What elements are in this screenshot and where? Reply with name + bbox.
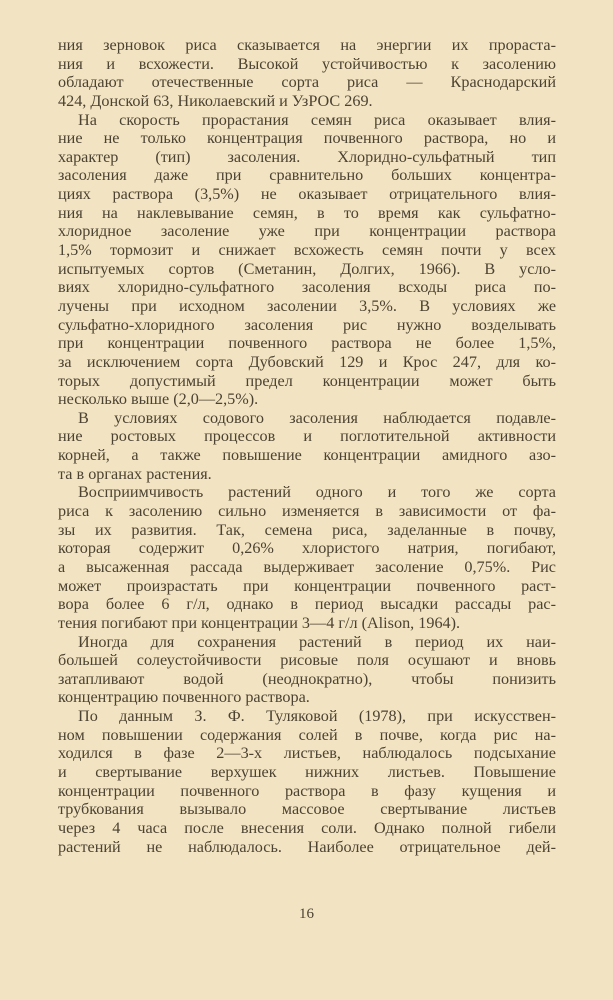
text-line: ния зерновок риса сказывается на энергии их прораста-	[58, 36, 556, 54]
text-line: ходился в фазе 2—3-х листьев, наблюдалось подсыхание	[58, 744, 556, 763]
text-line: циях раствора (3,5%) не оказывает отрицательного влия-	[58, 185, 556, 204]
text-line: хлоридное засоление уже при концентрации раствора	[58, 222, 556, 241]
text-line: 424, Донской 63, Николаевский и УзРОС 269.	[58, 91, 373, 110]
text-line: Восприимчивость растений одного и того же сорта	[78, 483, 556, 502]
text-line: 1,5% тормозит и снижает всхожесть семян почти у всех	[58, 241, 556, 260]
text-line: торых допустимый предел концентрации может быть	[58, 371, 556, 390]
text-line: зы их развития. Так, семена риса, заделанные в почву,	[58, 520, 556, 539]
page-number: 16	[299, 906, 314, 922]
text-line: виях хлоридно-сульфатного засоления всходы риса по-	[58, 278, 556, 297]
text-line: а высаженная рассада выдерживает засоление 0,75%. Рис	[58, 557, 556, 576]
text-line: трубкования вызывало массовое свертывание листьев	[58, 800, 556, 819]
text-line: за исключением сорта Дубовский 129 и Крос 247, для ко-	[58, 352, 556, 371]
text-line: та в органах растения.	[58, 464, 212, 483]
text-line: затапливают водой (неоднократно), чтобы понизить	[58, 669, 556, 688]
text-line: ния и всхожести. Высокой устойчивостью к засолению	[58, 54, 556, 73]
text-line: В условиях содового засоления наблюдается подавле-	[78, 408, 556, 427]
page-body	[58, 36, 556, 856]
text-line: несколько выше (2,0—2,5%).	[58, 390, 259, 409]
text-line: которая содержит 0,26% хлористого натрия, погибают,	[58, 539, 556, 558]
text-line: засоления даже при сравнительно больших концентра-	[58, 166, 556, 185]
paragraph	[58, 409, 556, 484]
text-line: растений не наблюдалось. Наиболее отрицательное дей-	[58, 837, 556, 856]
text-line: может произрастать при концентрации почвенного раст-	[58, 576, 556, 595]
text-line: через 4 часа после внесения соли. Однако полной гибели	[58, 818, 556, 837]
text-line: риса к засолению сильно изменяется в зависимости от фа-	[58, 502, 556, 521]
text-line: По данным З. Ф. Туляковой (1978), при искусствен-	[78, 707, 556, 726]
text-line: концентрации почвенного раствора в фазу кущения и	[58, 781, 556, 800]
text-line: корней, а также повышение концентрации амидного азо-	[58, 446, 556, 465]
text-line: ние не только концентрация почвенного раствора, но и	[58, 129, 556, 148]
text-line: вора более 6 г/л, однако в период высадки рассады рас-	[58, 595, 556, 614]
paragraph	[58, 483, 556, 632]
text-line: сульфатно-хлоридного засоления рис нужно возделывать	[58, 315, 556, 334]
paragraph	[58, 111, 556, 409]
text-line: лучены при исходном засолении 3,5%. В условиях же	[58, 296, 556, 315]
text-line: ном повышении содержания солей в почве, когда рис на-	[58, 725, 556, 744]
text-line: при концентрации почвенного раствора не более 1,5%,	[58, 334, 556, 353]
text-line: испытуемых сортов (Сметанин, Долгих, 1966). В усло-	[58, 259, 556, 278]
paragraph	[58, 707, 556, 856]
text-line: обладают отечественные сорта риса — Краснодарский	[58, 73, 556, 92]
paragraph	[58, 36, 556, 111]
text-line: ние ростовых процессов и поглотительной активности	[58, 427, 556, 446]
text-line: На скорость прорастания семян риса оказывает влия-	[78, 110, 556, 129]
text-line: концентрацию почвенного раствора.	[58, 688, 310, 707]
text-line: Иногда для сохранения растений в период их наи-	[78, 632, 556, 651]
text-line: большей солеустойчивости рисовые поля осушают и вновь	[58, 651, 556, 670]
text-line: ния на наклевывание семян, в то время как сульфатно-	[58, 203, 556, 222]
paragraph	[58, 633, 556, 708]
text-line: характер (тип) засоления. Хлоридно-сульфатный тип	[58, 147, 556, 166]
text-line: и свертывание верхушек нижних листьев. Повышение	[58, 762, 556, 781]
text-line: тения погибают при концентрации 3—4 г/л (Alison, 1964).	[58, 613, 461, 632]
